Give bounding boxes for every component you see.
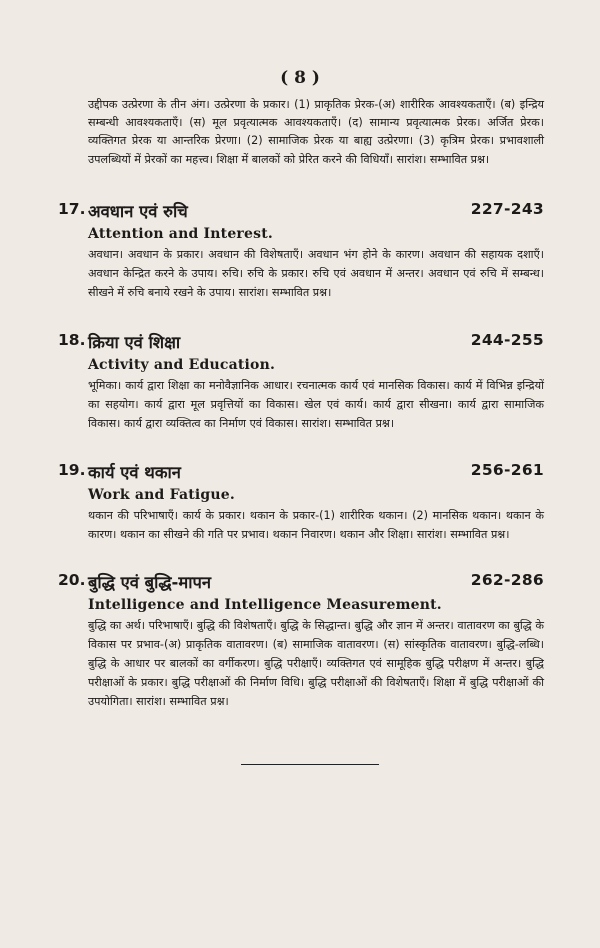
chapter-number: 18. (58, 331, 86, 349)
chapter-title-english: Activity and Education. (88, 357, 276, 373)
chapter-contents: भूमिका। कार्य द्वारा शिक्षा का मनोवैज्ञानिक आधार। रचनात्मक कार्य एवं मानसिक विकास। कार्य में विभिन्न इन्द्रियों का सहयोग। कार्य द्वारा मूल प्रवृत्तियों का विकास। खेल एवं कार्य। कार्य द्वारा सीखना। कार्य द्वारा सामाजिक विकास। कार्य द्वारा व्यक्तित्व का निर्माण एवं विकास। सारांश। सम्भावित प्रश्न। (88, 379, 544, 430)
chapter-contents: बुद्धि का अर्थ। परिभाषाएँ। बुद्धि की विशेषताएँ। बुद्धि के सिद्धान्त। बुद्धि और ज्ञान में अन्तर। वातावरण का बुद्धि के विकास पर प्रभाव-(अ) प्राकृतिक वातावरण। (ब) सामाजिक वातावरण। (स) सांस्कृतिक वातावरण। बुद्धि-लब्धि। बुद्धि के आधार पर बालकों का वर्गीकरण। बुद्धि परीक्षाएँ। व्यक्तिगत एवं सामूहिक बुद्धि परीक्षण में अन्तर। बुद्धि परीक्षाओं के प्रकार। बुद्धि परीक्षाओं की निर्माण विधि। बुद्धि परीक्षाओं की विशेषताएँ। शिक्षा में बुद्धि परीक्षाओं की उपयोगिता। सारांश। सम्भावित प्रश्न। (88, 619, 544, 708)
chapter-heading (58, 571, 544, 595)
chapter-heading (58, 461, 544, 485)
chapter-19 (58, 461, 544, 544)
chapter-title-hindi: अवधान एवं रुचि (88, 202, 188, 221)
page-number: ( 8 ) (280, 68, 320, 88)
end-rule (241, 764, 379, 765)
chapter-number: 19. (58, 461, 86, 479)
chapter-17 (58, 200, 544, 302)
chapter-title-hindi: बुद्धि एवं बुद्धि-मापन (88, 573, 212, 592)
chapter-number: 17. (58, 200, 86, 218)
chapter-20 (58, 571, 544, 711)
intro-paragraph: उद्दीपक उत्प्रेरणा के तीन अंग। उत्प्रेरणा के प्रकार। (1) प्राकृतिक प्रेरक-(अ) शारीरिक आवश्यकताएँ। (ब) इन्द्रिय सम्बन्धी आवश्यकताएँ। (स) मूल प्रवृत्यात्मक आवश्यकताएँ। (द) सामान्य प्रवृत्यात्मक प्रेरक। अर्जित प्रेरक। व्यक्तिगत प्रेरक या आन्तरिक प्रेरणा। (2) सामाजिक प्रेरक या बाह्य उत्प्रेरणा। (3) कृत्रिम प्रेरक। प्रभावशाली उपलब्धियों में प्रेरकों का महत्त्व। शिक्षा में बालकों को प्रेरित करने की विधियाँ। सारांश। सम्भावित प्रश्न। (88, 98, 544, 166)
chapter-page-range: 262-286 (470, 571, 544, 589)
chapter-contents: अवधान। अवधान के प्रकार। अवधान की विशेषताएँ। अवधान भंग होने के कारण। अवधान की सहायक दशाएँ। अवधान केन्द्रित करने के उपाय। रुचि। रुचि के प्रकार। रुचि एवं अवधान में अन्तर। अवधान एवं रुचि में सम्बन्ध। सीखने में रुचि बनाये रखने के उपाय। सारांश। सम्भावित प्रश्न। (88, 248, 544, 299)
chapter-number: 20. (58, 571, 86, 589)
chapter-title-english: Attention and Interest. (88, 226, 273, 242)
chapter-contents: थकान की परिभाषाएँ। कार्य के प्रकार। थकान के प्रकार-(1) शारीरिक थकान। (2) मानसिक थकान। थकान के कारण। थकान का सीखने की गति पर प्रभाव। थकान निवारण। थकान और शिक्षा। सारांश। सम्भावित प्रश्न। (88, 509, 544, 541)
chapter-page-range: 227-243 (470, 200, 544, 218)
chapter-title-hindi: क्रिया एवं शिक्षा (88, 333, 181, 352)
chapter-page-range: 244-255 (470, 331, 544, 349)
chapter-title-hindi: कार्य एवं थकान (88, 463, 181, 482)
chapter-heading (58, 331, 544, 355)
chapter-page-range: 256-261 (470, 461, 544, 479)
chapter-title-english: Intelligence and Intelligence Measurement. (88, 597, 442, 613)
chapter-title-english: Work and Fatigue. (88, 487, 235, 503)
chapter-heading (58, 200, 544, 224)
chapter-18 (58, 331, 544, 433)
